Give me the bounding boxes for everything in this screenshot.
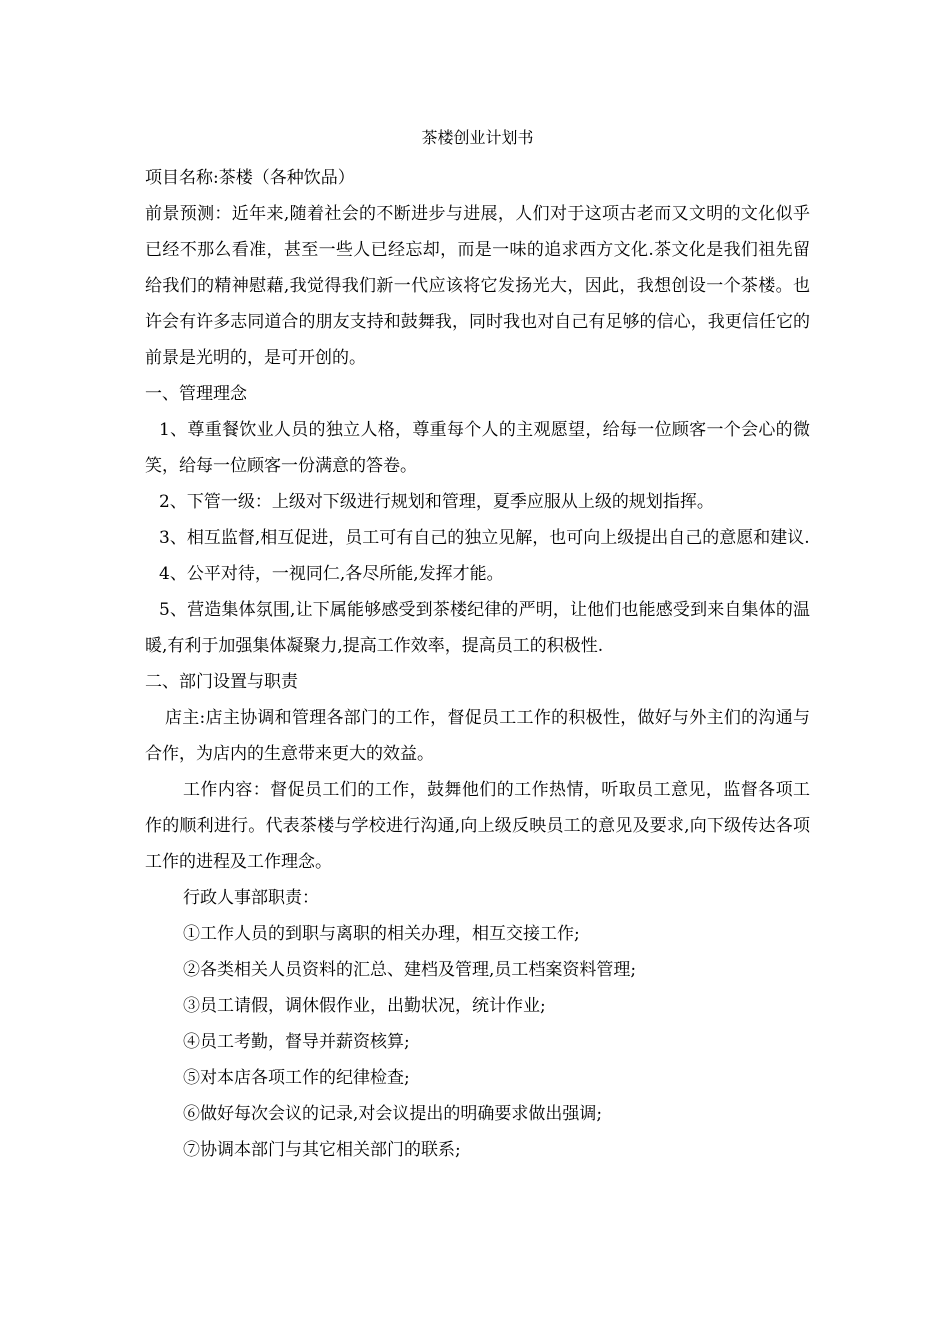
management-item-1: 1、尊重餐饮业人员的独立人格，尊重每个人的主观愿望，给每一位顾客一个会心的微笑，给每一位顾客一份满意的答卷。 xyxy=(145,420,810,476)
hr-duty-item-2: ②各类相关人员资料的汇总、建档及管理,员工档案资料管理; xyxy=(183,960,637,980)
project-name: 项目名称:茶楼（各种饮品） xyxy=(145,168,355,188)
document-body xyxy=(145,116,810,1168)
hr-duty-item-1: ①工作人员的到职与离职的相关办理，相互交接工作; xyxy=(183,924,580,944)
hr-duties-heading: 行政人事部职责： xyxy=(183,888,319,908)
work-content-paragraph: 工作内容：督促员工们的工作，鼓舞他们的工作热情，听取员工意见，监督各项工作的顺利进行。代表茶楼与学校进行沟通,向上级反映员工的意见及要求,向下级传达各项工作的进程及工作理念。 xyxy=(145,780,810,872)
management-item-4: 4、公平对待，一视同仁,各尽所能,发挥才能。 xyxy=(159,564,504,584)
outlook-paragraph: 前景预测：近年来,随着社会的不断进步与进展，人们对于这项古老而又文明的文化似乎已经不那么看准，甚至一些人已经忘却，而是一味的追求西方文化.茶文化是我们祖先留给我们的精神慰藉,我觉得我们新一代应该将它发扬光大，因此，我想创设一个茶楼。也许会有许多志同道合的朋友支持和鼓舞我，同时我也对自己有足够的信心，我更信任它的前景是光明的，是可开创的。 xyxy=(145,204,810,368)
section-heading-departments: 二、部门设置与职责 xyxy=(145,672,298,692)
hr-duty-item-7: ⑦协调本部门与其它相关部门的联系; xyxy=(183,1140,461,1160)
section-heading-management: 一、管理理念 xyxy=(145,384,247,404)
hr-duty-item-6: ⑥做好每次会议的记录,对会议提出的明确要求做出强调; xyxy=(183,1104,603,1124)
hr-duty-item-5: ⑤对本店各项工作的纪律检查; xyxy=(183,1068,410,1088)
owner-paragraph: 店主:店主协调和管理各部门的工作，督促员工工作的积极性，做好与外主们的沟通与合作，为店内的生意带来更大的效益。 xyxy=(145,708,810,764)
document-title: 茶楼创业计划书 xyxy=(421,128,534,147)
management-item-2: 2、下管一级：上级对下级进行规划和管理，夏季应服从上级的规划指挥。 xyxy=(159,492,714,512)
management-item-3: 3、相互监督,相互促进，员工可有自己的独立见解，也可向上级提出自己的意愿和建议. xyxy=(159,528,810,548)
hr-duty-item-3: ③员工请假，调休假作业，出勤状况，统计作业; xyxy=(183,996,546,1016)
hr-duty-item-4: ④员工考勤，督导并薪资核算; xyxy=(183,1032,410,1052)
management-item-5: 5、营造集体氛围,让下属能够感受到茶楼纪律的严明，让他们也能感受到来自集体的温暖,有利于加强集体凝聚力,提高工作效率，提高员工的积极性. xyxy=(145,600,810,656)
